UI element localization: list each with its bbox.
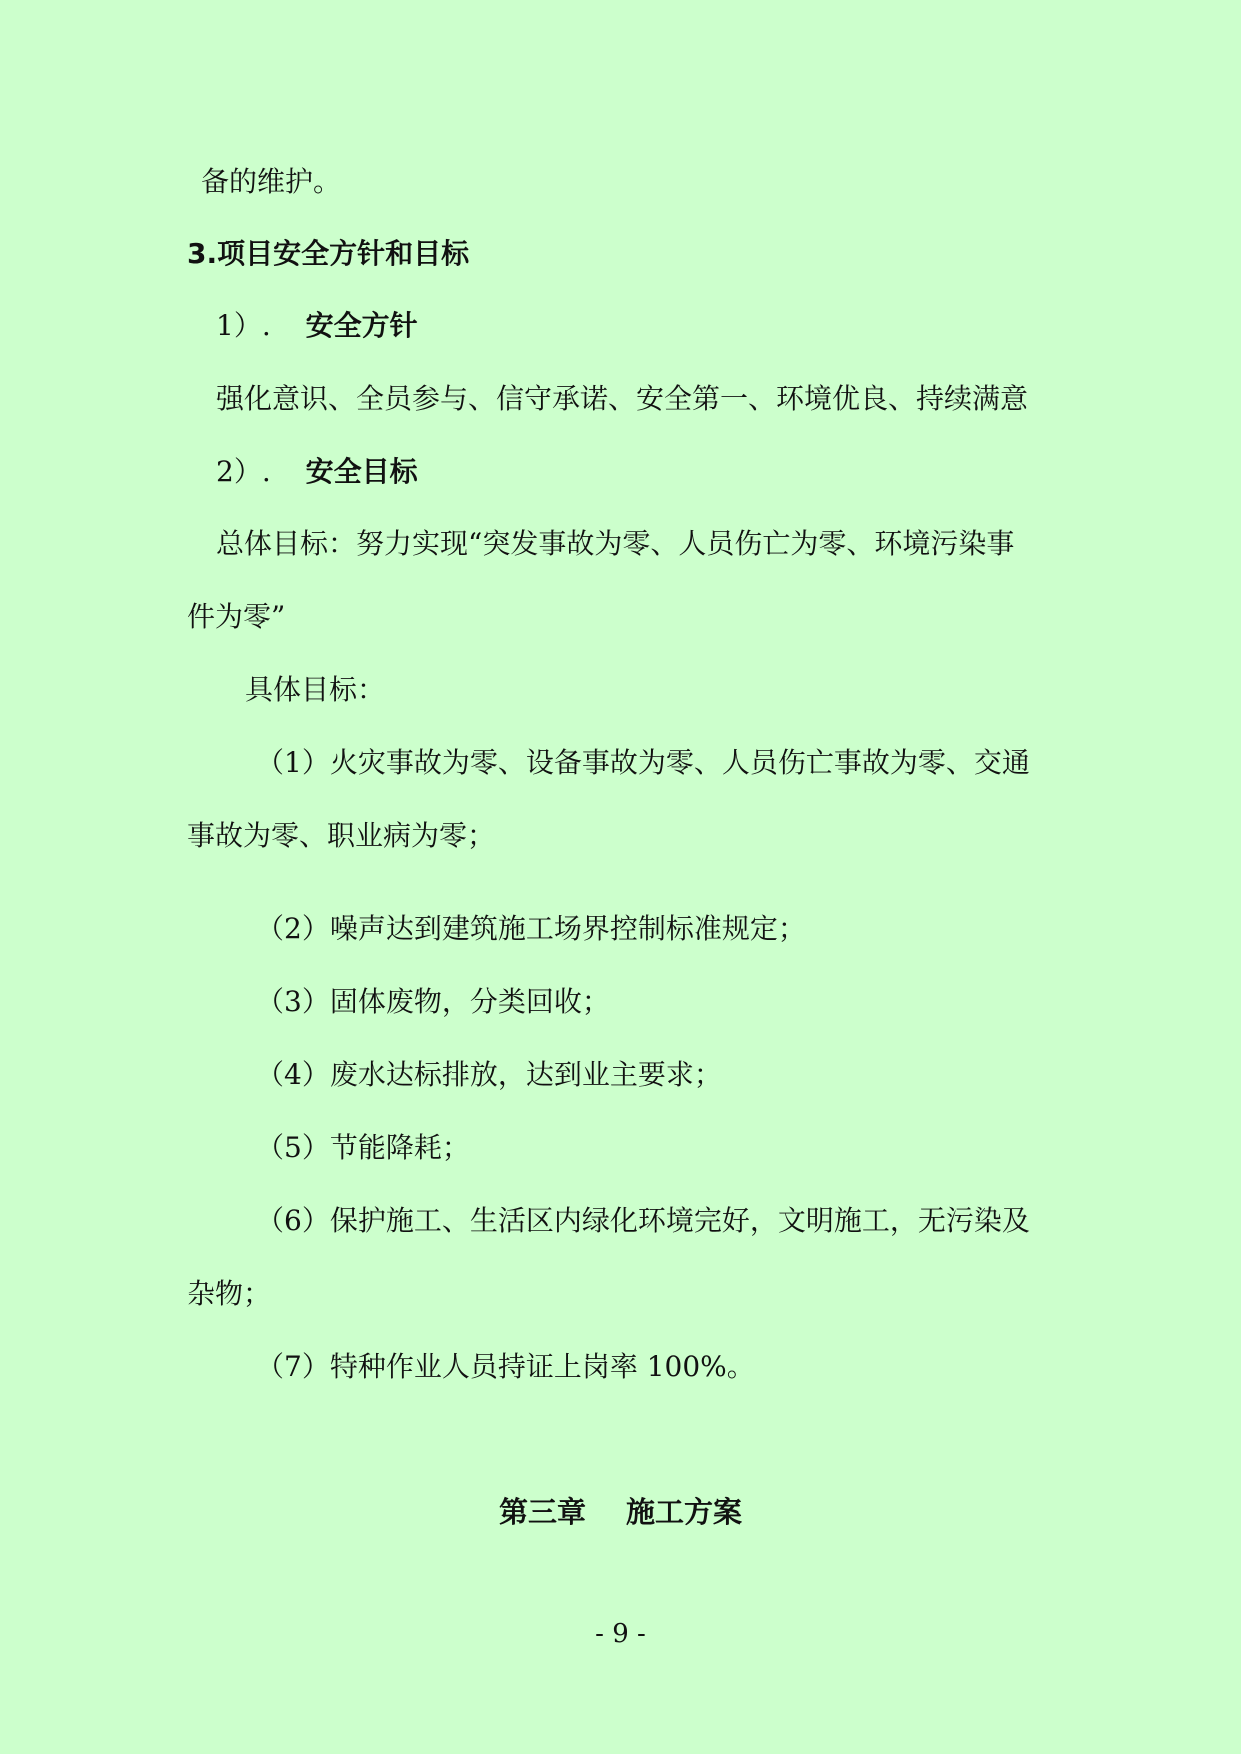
chapter-title: 施工方案 [626,1495,743,1529]
section-heading: 3.项目安全方针和目标 [187,237,470,270]
list-item-continuation: 杂物； [187,1277,272,1310]
list-item: （4）废水达标排放，达到业主要求； [256,1058,722,1091]
paragraph-line: 总体目标：努力实现“突发事故为零、人员伤亡为零、环境污染事 [216,527,1015,560]
page-number: - 9 - [595,1619,646,1649]
paragraph-line: 备的维护。 [201,165,342,198]
list-item: （7）特种作业人员持证上岗率 100%。 [256,1350,755,1383]
subheading-title: 安全方针 [305,309,418,342]
paragraph-line: 强化意识、全员参与、信守承诺、安全第一、环境优良、持续满意 [216,382,1029,415]
paragraph-line: 具体目标： [245,673,386,706]
list-item-continuation: 事故为零、职业病为零； [187,819,496,852]
chapter-heading [0,1494,1241,1530]
subheading-title: 安全目标 [305,455,418,488]
subheading-safety-goal [216,454,418,490]
subheading-safety-policy [216,308,418,344]
list-item: （3）固体废物，分类回收； [256,985,610,1018]
list-item: （5）节能降耗； [256,1131,470,1164]
chapter-number: 第三章 [498,1495,586,1529]
subheading-number: 1）. [216,309,271,342]
paragraph-line: 件为零” [187,600,286,633]
list-item: （2）噪声达到建筑施工场界控制标准规定； [256,912,806,945]
list-item: （1）火灾事故为零、设备事故为零、人员伤亡事故为零、交通 [256,746,1030,779]
list-item: （6）保护施工、生活区内绿化环境完好，文明施工，无污染及 [256,1204,1030,1237]
subheading-number: 2）. [216,455,271,488]
